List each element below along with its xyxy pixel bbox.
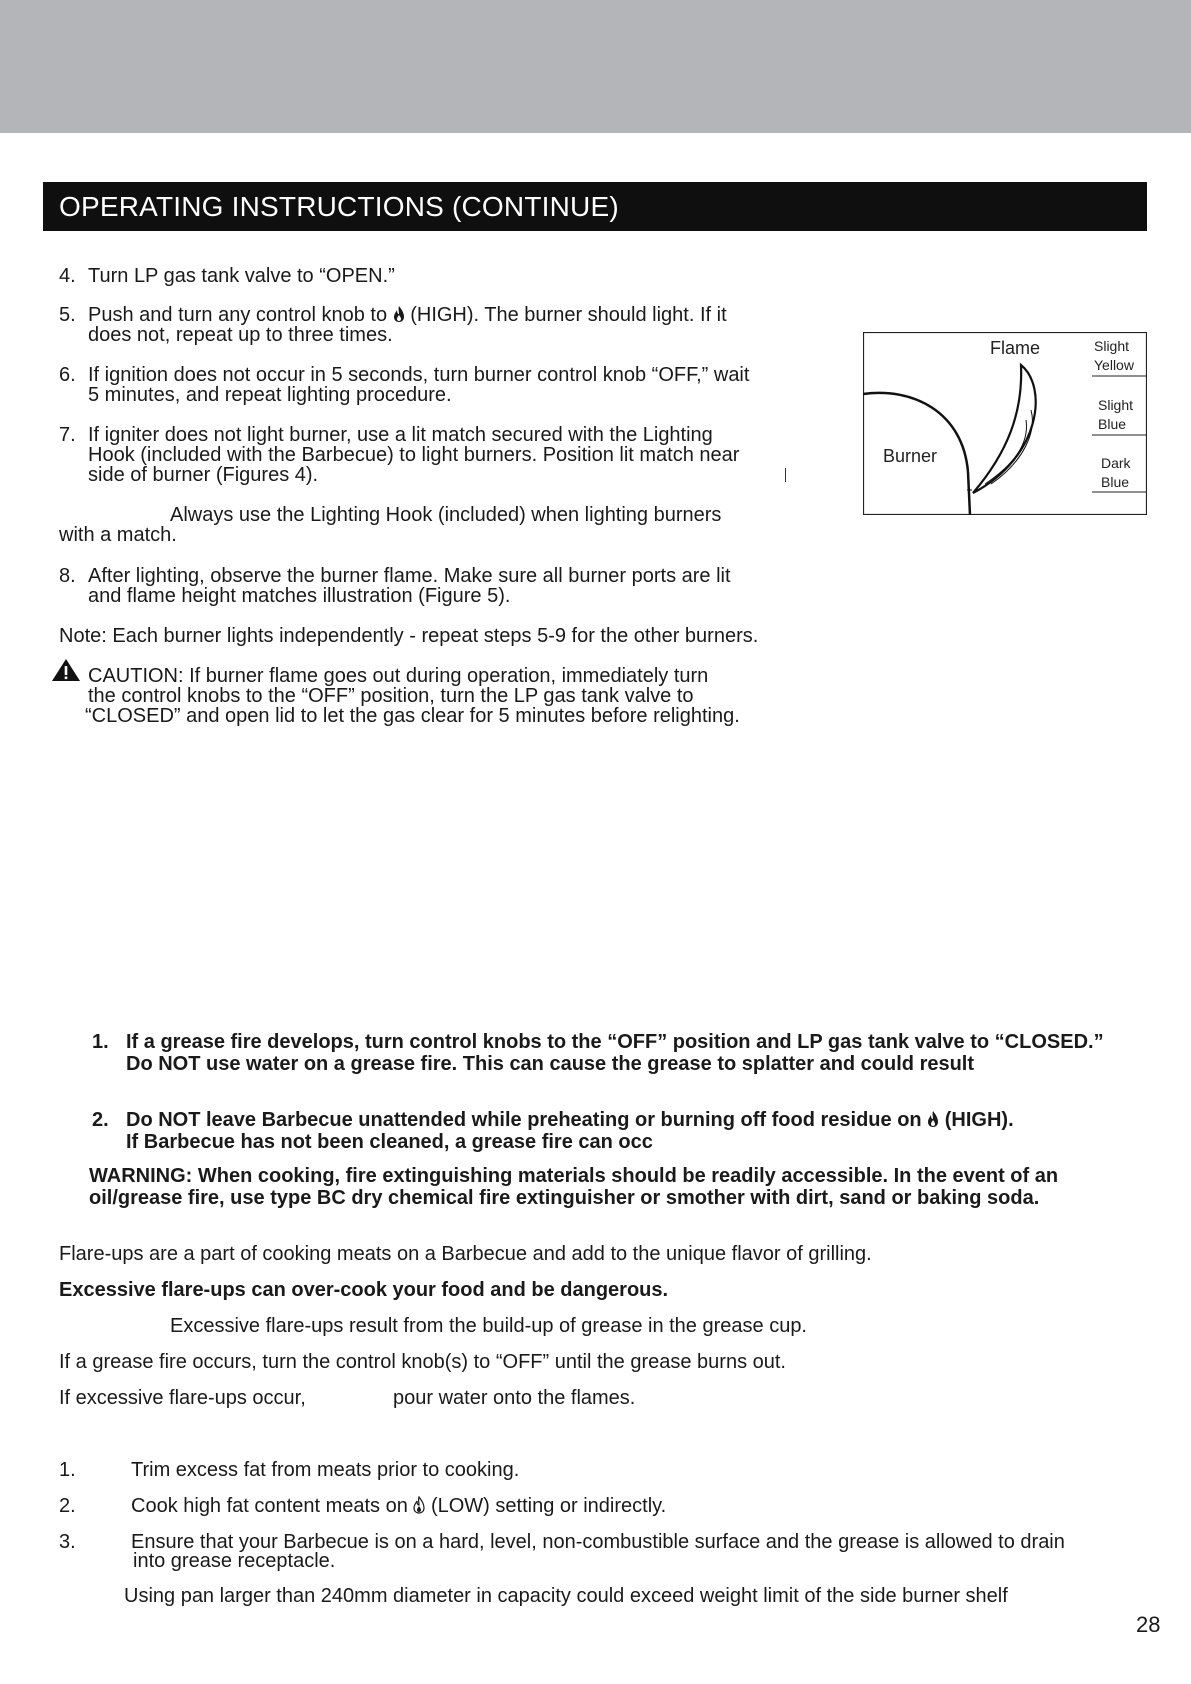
flareup-danger: Excessive flare-ups can over-cook your food and be dangerous. (59, 1279, 669, 1301)
burner-label: Burner (883, 446, 938, 466)
step-7-line2: Hook (included with the Barbecue) to light burners. Position lit match near (88, 444, 740, 466)
flame-high-icon (393, 305, 405, 327)
flareup-intro: Flare-ups are a part of cooking meats on a Barbecue and add to the unique flavor of grilling. (59, 1243, 872, 1265)
color-label-1b: Yellow (1094, 357, 1134, 373)
step-number: 5. (59, 304, 76, 326)
step-7 (59, 425, 713, 445)
step-text: If igniter does not light burner, use a lit match secured with the Lighting (88, 424, 713, 446)
caution-line2: the control knobs to the “OFF” position, turn the LP gas tank valve to (88, 685, 694, 707)
lighting-hook-note-line2: with a match. (59, 524, 177, 546)
top-gray-band (0, 0, 1191, 133)
divider-tick (785, 468, 786, 482)
flareup-excessive-b: pour water onto the flames. (393, 1387, 636, 1409)
step-number: 6. (59, 364, 76, 386)
step-7-line3: side of burner (Figures 4). (88, 464, 319, 486)
color-label-3b: Blue (1101, 474, 1130, 490)
tip-2-number: 2. (59, 1495, 76, 1517)
page-number: 28 (1136, 1612, 1161, 1637)
tip-2 (131, 1496, 666, 1518)
flame-low-icon (413, 1496, 425, 1518)
step-5-line2: does not, repeat up to three times. (88, 324, 393, 346)
step-8-line2: and flame height matches illustration (Figure 5). (88, 585, 511, 607)
tip-3-number: 3. (59, 1531, 76, 1553)
warning-line1: WARNING: When cooking, fire extinguishing materials should be readily accessible. In the event of an (89, 1165, 1059, 1187)
grease-item-1 (92, 1032, 1104, 1052)
warning-triangle-icon (51, 658, 81, 687)
color-label-1a: Slight (1094, 338, 1130, 354)
step-text: After lighting, observe the burner flame. Make sure all burner ports are lit (88, 565, 731, 587)
flareup-excessive-a: If excessive flare-ups occur, (59, 1387, 306, 1409)
flame-label: Flame (990, 338, 1041, 358)
step-number: 8. (59, 565, 76, 587)
flareup-cause: Excessive flare-ups result from the build-up of grease in the grease cup. (170, 1315, 807, 1337)
step-text-cont: (HIGH). The burner should light. If it (410, 304, 727, 326)
section-title: OPERATING INSTRUCTIONS (CONTINUE) (43, 182, 1147, 231)
tip-3-line2: into grease receptacle. (133, 1550, 336, 1572)
item-text-cont: (HIGH). (944, 1109, 1014, 1131)
grease-fire-instruction: If a grease fire occurs, turn the control knob(s) to “OFF” until the grease burns out. (59, 1351, 786, 1373)
flame-high-icon (927, 1110, 939, 1132)
burner-edge (968, 472, 970, 515)
step-text: If ignition does not occur in 5 seconds, turn burner control knob “OFF,” wait (88, 364, 750, 386)
tip-1-number: 1. (59, 1459, 76, 1481)
tip-2-text-cont: (LOW) setting or indirectly. (430, 1495, 667, 1517)
grease-item-2 (92, 1110, 1014, 1132)
tip-3-line1: Ensure that your Barbecue is on a hard, level, non-combustible surface and the grease is allowed to drain (131, 1531, 1065, 1553)
color-label-2a: Slight (1098, 397, 1134, 413)
step-number: 7. (59, 424, 76, 446)
caution-line1: CAUTION: If burner flame goes out during operation, immediately turn (88, 665, 709, 687)
item-text: If a grease fire develops, turn control knobs to the “OFF” position and LP gas tank valve to “CLOSED.” (126, 1031, 1104, 1053)
item-text: Do NOT leave Barbecue unattended while preheating or burning off food residue on (126, 1109, 922, 1131)
pan-size-note: Using pan larger than 240mm diameter in capacity could exceed weight limit of the side burner shelf (124, 1585, 1008, 1607)
step-6 (59, 365, 749, 385)
warning-line2: oil/grease fire, use type BC dry chemical fire extinguisher or smother with dirt, sand or baking soda. (89, 1187, 1040, 1209)
tip-1-text: Trim excess fat from meats prior to cooking. (131, 1459, 520, 1481)
item-number: 1. (92, 1031, 109, 1053)
lighting-hook-note: Always use the Lighting Hook (included) when lighting burners (170, 504, 722, 526)
color-label-2b: Blue (1098, 416, 1127, 432)
flame-diagram (863, 332, 1147, 515)
step-text: Turn LP gas tank valve to “OPEN.” (88, 265, 395, 287)
item-number: 2. (92, 1109, 109, 1131)
step-number: 4. (59, 265, 76, 287)
step-8 (59, 566, 731, 586)
color-label-3a: Dark (1101, 455, 1131, 471)
step-6-line2: 5 minutes, and repeat lighting procedure. (88, 384, 452, 406)
burner-note: Note: Each burner lights independently - repeat steps 5-9 for the other burners. (59, 625, 759, 647)
caution-line3: “CLOSED” and open lid to let the gas clear for 5 minutes before relighting. (85, 705, 740, 727)
tip-2-text: Cook high fat content meats on (131, 1495, 408, 1517)
step-4 (59, 266, 395, 286)
step-text: Push and turn any control knob to (88, 304, 388, 326)
grease-item-1-line2: Do NOT use water on a grease fire. This can cause the grease to splatter and could result (126, 1053, 975, 1075)
grease-item-2-line2: If Barbecue has not been cleaned, a grease fire can occ (126, 1131, 653, 1153)
